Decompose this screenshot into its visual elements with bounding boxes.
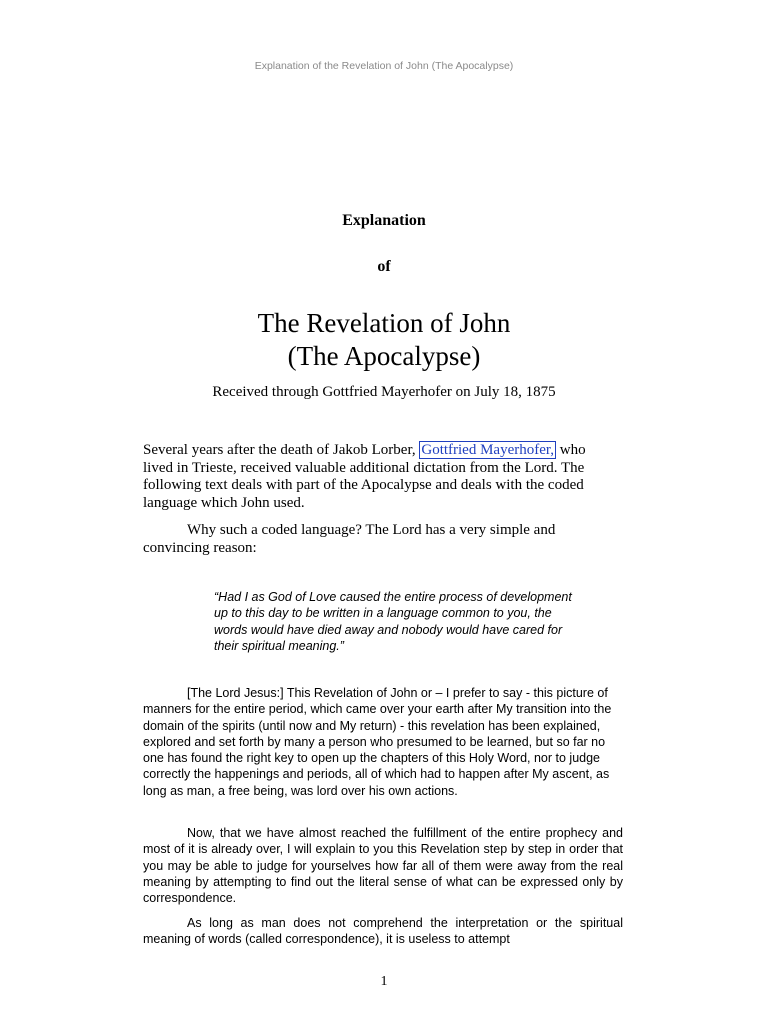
body-paragraph-3: As long as man does not comprehend the interpretation or the spiritual meaning of words (called correspondence), it is useless to attempt — [143, 916, 623, 947]
intro-paragraph — [143, 442, 603, 512]
main-title-line-1: The Revelation of John — [257, 308, 511, 338]
body-paragraph-1: [The Lord Jesus:] This Revelation of John or – I prefer to say - this picture of manners for the entire period, which came over your earth after My transition into the domain of the spirits (until now and My return) - this revelation has been explained, explored and set forth by many a person who presumed to be learned, but so far no one has found the right key to open up the chapters of this Holy Word, nor to judge correctly the happenings and periods, all of which had to happen after My ascent, as long as man, a free being, was lord over his own actions. — [143, 686, 612, 798]
intro-text-start: Several years after the death of Jakob Lorber, — [143, 442, 420, 458]
main-title-line-2: (The Apocalypse) — [287, 341, 481, 371]
title-of: of — [377, 258, 391, 275]
gottfried-mayerhofer-link[interactable]: Gottfried Mayerhofer, — [421, 442, 555, 458]
intro-text-end: who lived in Trieste, received valuable additional dictation from the Lord. The following text deals with part of the Apocalypse and deals with the coded language which John used. — [143, 442, 586, 511]
running-header: Explanation of the Revelation of John (The Apocalypse) — [254, 60, 514, 72]
question-paragraph: Why such a coded language? The Lord has a very simple and convincing reason: — [143, 522, 556, 556]
body-paragraph-2: Now, that we have almost reached the fulfillment of the entire prophecy and most of it is already over, I will explain to you this Revelation step by step in order that you may be able to judge for yourselves how far all of them were away from the real meaning by attempting to find out the literal sense of what can be expressed only by correspondence. — [143, 826, 623, 906]
main-title — [0, 307, 768, 373]
title-explanation: Explanation — [342, 212, 426, 229]
block-quote: “Had I as God of Love caused the entire process of development up to this day to be written in a language common to you, the words would have died away and nobody would have cared for their spiritual meaning.” — [214, 590, 572, 653]
page-number: 1 — [380, 974, 388, 989]
subtitle: Received through Gottfried Mayerhofer on July 18, 1875 — [212, 384, 556, 400]
